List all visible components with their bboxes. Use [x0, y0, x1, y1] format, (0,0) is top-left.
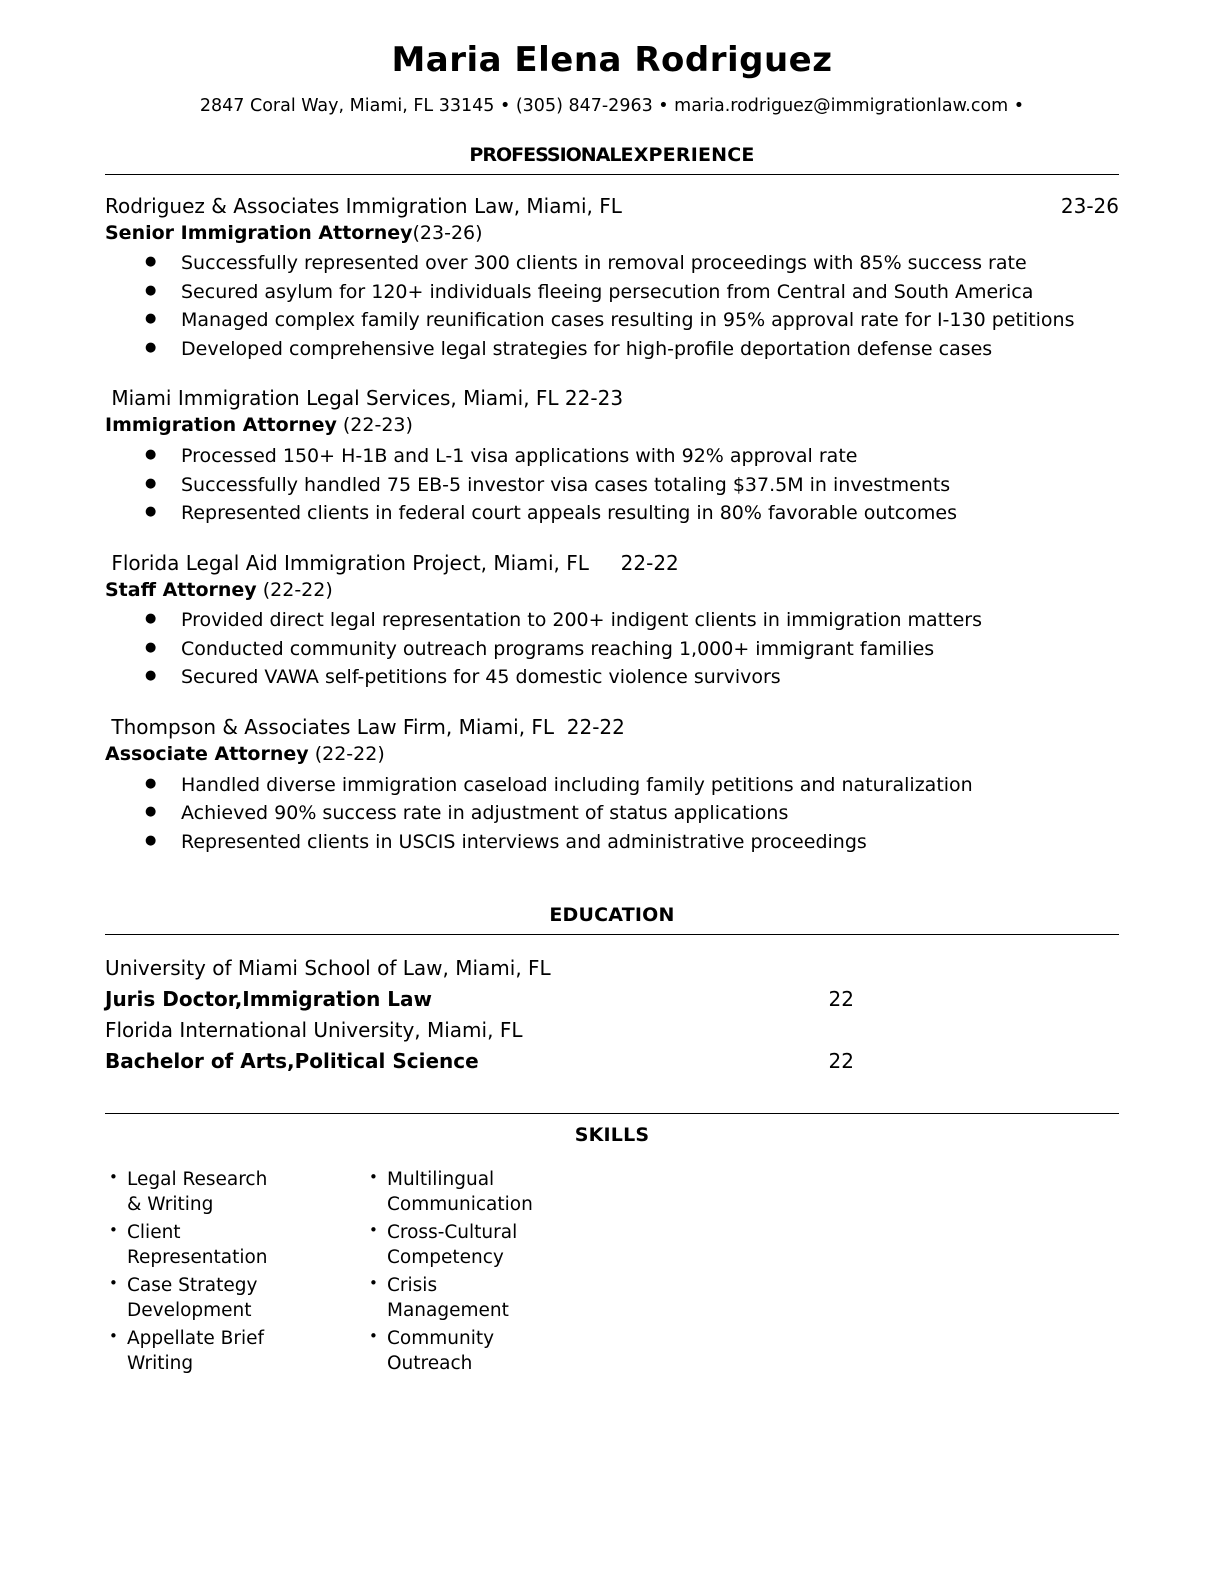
candidate-name: Maria Elena Rodriguez [391, 40, 833, 80]
bullet-item: ● Secured asylum for 120+ individuals fleeing persecution from Central and South America [105, 279, 1119, 307]
experience-bullets [105, 443, 1119, 528]
experience-entry-header [105, 385, 1119, 412]
education-entry [105, 1046, 1119, 1077]
skills-column-2 [365, 1168, 540, 1380]
degree-name: Juris Doctor,Immigration Law [105, 987, 433, 1012]
bullet-item: ● Developed comprehensive legal strategies for high-profile deportation defense cases [105, 336, 1119, 364]
bullet-item: ● Handled diverse immigration caseload including family petitions and naturalization [105, 772, 1119, 800]
bullet-item: ● Processed 150+ H-1B and L-1 visa applications with 92% approval rate [105, 443, 1119, 471]
bullet-item: ● Conducted community outreach programs reaching 1,000+ immigrant families [105, 636, 1119, 664]
education-entry [105, 1015, 1119, 1046]
education-year: 22 [828, 1049, 854, 1074]
skill-item: • Cross-Cultural Competency [365, 1221, 540, 1271]
employer-name: Rodriguez & Associates Immigration Law, Miami, FL [105, 193, 622, 218]
school-name: University of Miami School of Law, Miami, FL [105, 956, 551, 981]
education-entry [105, 953, 1119, 984]
skill-item: • Crisis Management [365, 1274, 540, 1324]
bullet-item: ● Provided direct legal representation to 200+ indigent clients in immigration matters [105, 607, 1119, 635]
job-title-dates: (23-26) [412, 221, 483, 244]
education-section [105, 904, 1119, 1077]
experience-entry-header [105, 714, 1119, 741]
experience-bullets [105, 772, 1119, 857]
job-title-line [105, 413, 1119, 439]
bullet-item: ● Successfully represented over 300 clients in removal proceedings with 85% success rate [105, 250, 1119, 278]
contact-line: 2847 Coral Way, Miami, FL 33145 • (305) 847-2963 • maria.rodriguez@immigrationlaw.com • [199, 95, 1025, 116]
experience-entry-header [105, 550, 1119, 577]
education-year: 22 [828, 987, 854, 1012]
bullet-item: ● Represented clients in federal court appeals resulting in 80% favorable outcomes [105, 500, 1119, 528]
experience-title-part2: EXPERIENCE [620, 143, 755, 166]
job-title: Staff Attorney [105, 578, 257, 601]
bullet-item: ● Secured VAWA self-petitions for 45 domestic violence survivors [105, 664, 1119, 692]
education-divider [105, 934, 1119, 935]
skills-columns [105, 1168, 1119, 1380]
education-entry [105, 984, 1119, 1015]
job-title-line [105, 221, 1119, 247]
experience-entry [105, 193, 1119, 364]
experience-section [105, 144, 1119, 857]
resume-header [105, 40, 1119, 118]
skill-item: • Community Outreach [365, 1327, 540, 1377]
skills-column-1 [105, 1168, 280, 1380]
employer-name: Miami Immigration Legal Services, Miami, FL 22-23 [105, 386, 624, 411]
skill-item: • Legal Research & Writing [105, 1168, 280, 1218]
job-title-line [105, 742, 1119, 768]
education-section-title: EDUCATION [549, 904, 675, 927]
job-title-dates: (22-22) [256, 578, 333, 601]
employer-name: Florida Legal Aid Immigration Project, Miami, FL 22-22 [105, 550, 679, 575]
experience-entry [105, 714, 1119, 856]
skill-item: • Multilingual Communication [365, 1168, 540, 1218]
job-title: Immigration Attorney [105, 414, 337, 437]
employer-name: Thompson & Associates Law Firm, Miami, FL 22-22 [105, 714, 625, 739]
skills-top-divider [105, 1113, 1119, 1114]
experience-section-title [105, 144, 1119, 174]
skills-section [105, 1113, 1119, 1380]
job-title-dates: (22-23) [336, 414, 413, 437]
job-title: Associate Attorney [105, 742, 309, 765]
school-name: Florida International University, Miami, FL [105, 1018, 523, 1043]
experience-entry [105, 385, 1119, 527]
skill-item: • Appellate Brief Writing [105, 1327, 280, 1377]
experience-bullets [105, 250, 1119, 363]
bullet-item: ● Represented clients in USCIS interviews and administrative proceedings [105, 829, 1119, 857]
skills-section-title: SKILLS [574, 1124, 650, 1147]
degree-name: Bachelor of Arts,Political Science [105, 1049, 479, 1074]
bullet-item: ● Achieved 90% success rate in adjustment of status applications [105, 800, 1119, 828]
skill-item: • Client Representation [105, 1221, 280, 1271]
job-title-dates: (22-22) [308, 742, 385, 765]
job-title: Senior Immigration Attorney [105, 221, 413, 244]
experience-title-part1: PROFESSIONAL [469, 143, 621, 166]
experience-divider [105, 174, 1119, 175]
bullet-item: ● Managed complex family reunification cases resulting in 95% approval rate for I-130 petitions [105, 307, 1119, 335]
employment-dates: 23-26 [1060, 193, 1119, 218]
job-title-line [105, 578, 1119, 604]
experience-entry [105, 550, 1119, 692]
experience-entry-header [105, 193, 1119, 220]
skill-item: • Case Strategy Development [105, 1274, 280, 1324]
experience-bullets [105, 607, 1119, 692]
bullet-item: ● Successfully handled 75 EB-5 investor visa cases totaling $37.5M in investments [105, 472, 1119, 500]
